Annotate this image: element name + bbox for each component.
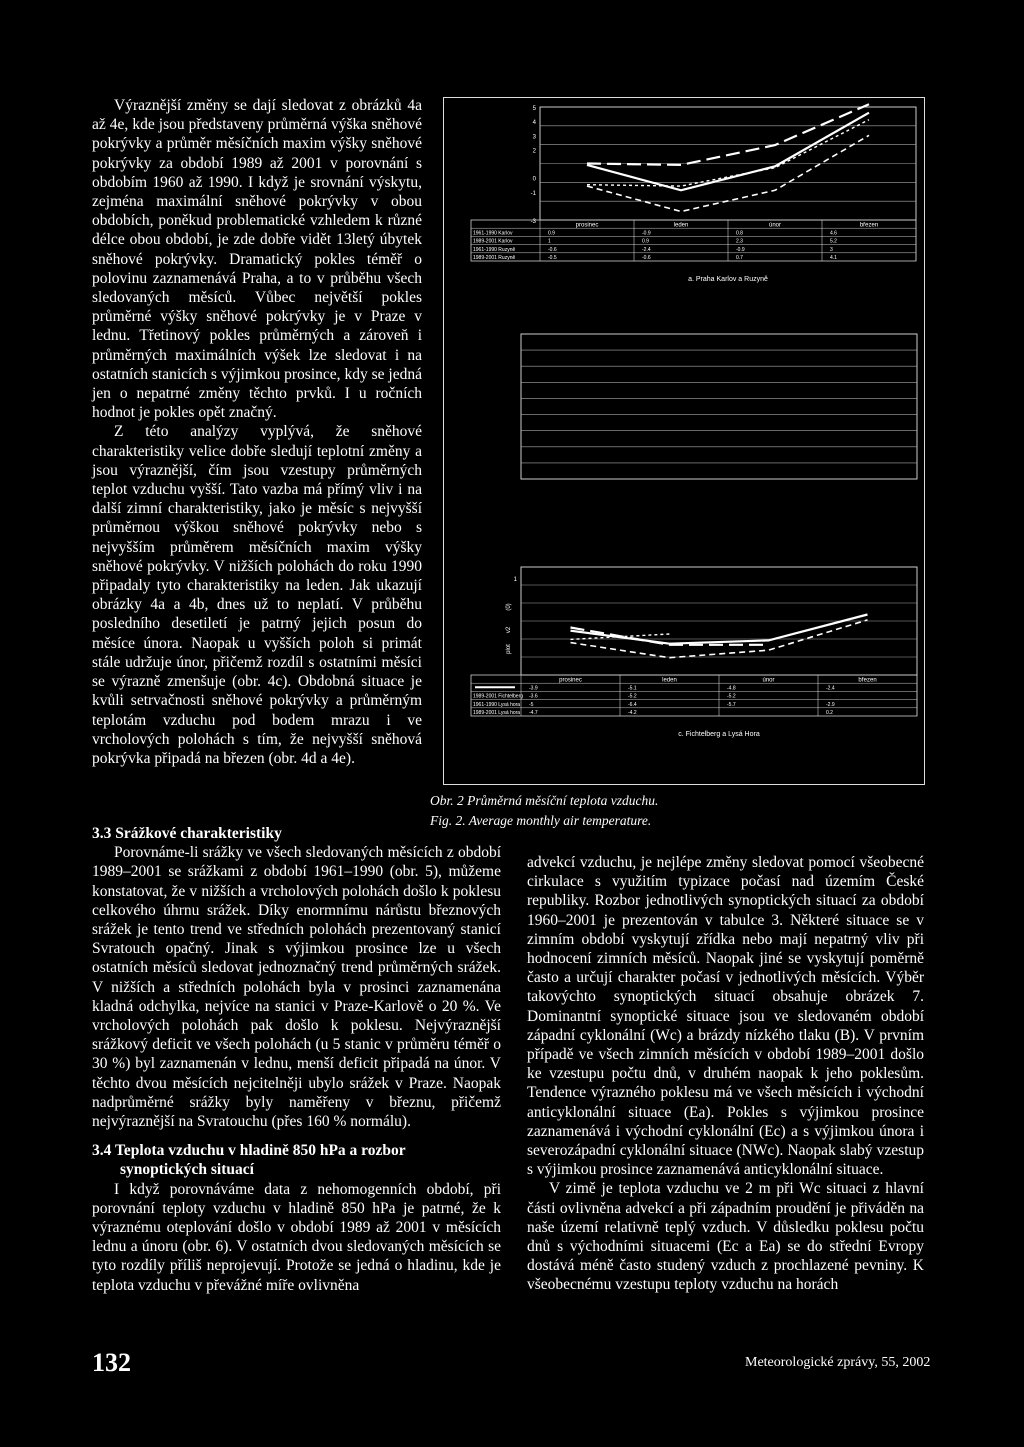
table-value: -0.6: [642, 255, 651, 262]
table-value: -5: [529, 701, 534, 708]
x-category-label: prosinec: [575, 222, 599, 229]
table-value: -4.8: [727, 685, 736, 692]
figure-2-temperature-charts: [443, 97, 924, 784]
chart-panel-c: [471, 567, 917, 738]
y-tick-label: 0: [532, 176, 536, 183]
table-value: 4.6: [830, 230, 837, 237]
journal-footer: Meteorologické zprávy, 55, 2002: [745, 1355, 931, 1370]
table-value: -2.4: [826, 685, 835, 692]
section-heading-line: 3.4 Teplota vzduchu v hladině 850 hPa a rozbor: [92, 1142, 406, 1160]
table-value: 4.1: [830, 255, 837, 262]
table-value: -5.1: [628, 685, 637, 692]
table-value: 0.2: [826, 710, 833, 717]
x-category-label: únor: [762, 677, 775, 684]
paragraph: advekcí vzduchu, je nejlépe změny sledovat pomocí všeobecné cirkulace s využitím typizace počasí nad územím České republiky. Rozbor jednotlivých synoptických situací za období 1960–2001 je prezentován v tabulce 3. Některé situace se v zimním období vyskytují zřídka nebo mají nepatrný vliv při hodnocení zimních měsíců. Naopak jiné se vyskytují poměrně často a určují charakter počasí v jednotlivých měsících. Výběr takovýchto synoptických situací obsahuje obrázek 7. Dominantní synoptické situace jsou ve sledovaném období západní cyklonální (Wc) a brázdy nízkého tlaku (B). V prvním případě ve všech zimních měsících v období 1989–2001 došlo ke vzestupu počtu dnů, v druhém naopak k jeho poklesům. Tendence výrazného poklesu má ve všech měsících i východní anticyklonální situace (Ea). Pokles s výjimkou prosince zaznamenává i východní cyklonální (Ec) a s výjimkou února i severozápadní cyklonální situace (NWc). Naopak slabý vzestup s výjimkou prosince zaznamenává anticyklonální situace.: [527, 854, 924, 1179]
table-value: 3: [830, 246, 833, 253]
table-value: -5.2: [727, 693, 736, 700]
series-label: 1961-1990 Lysá hora: [473, 701, 521, 708]
chart-subtitle: a. Praha Karlov a Ruzyně: [688, 276, 768, 283]
y-axis-fragment: (0): [506, 603, 512, 611]
table-value: 0.8: [736, 230, 743, 237]
series-label: 1989-2001 Ruzyně: [473, 255, 516, 262]
y-tick-label: 4: [532, 120, 536, 127]
series-line: [571, 615, 868, 644]
x-category-label: prosinec: [559, 677, 582, 684]
chart-panel-a: [471, 104, 916, 283]
series-line: [571, 586, 868, 639]
data-table: [471, 675, 917, 716]
data-table: [471, 220, 916, 261]
table-value: 5.2: [830, 238, 837, 245]
x-category-label: leden: [673, 222, 689, 229]
y-axis-fragment: v2: [506, 626, 512, 634]
table-value: -5.7: [727, 701, 736, 708]
y-axis-fragment: plot: [506, 644, 512, 654]
figure-caption-cz: Obr. 2 Průměrná měsíční teplota vzduchu.: [430, 793, 659, 808]
series-line: [587, 135, 869, 211]
chart-subtitle: c. Fichtelberg a Lysá Hora: [678, 731, 760, 738]
table-value: 2.3: [736, 238, 743, 245]
y-tick-label: 2: [532, 148, 536, 155]
section-heading: [92, 1141, 501, 1179]
table-value: 0.9: [642, 238, 649, 245]
table-value: -6.4: [628, 701, 637, 708]
series-line: [587, 113, 869, 191]
y-tick-label: 3: [532, 134, 536, 141]
figure-caption-en: Fig. 2. Average monthly air temperature.: [430, 813, 652, 828]
table-value: -4.7: [529, 710, 538, 717]
series-label: 1961-1990 Ruzyně: [473, 246, 516, 253]
plot-area: [521, 334, 917, 479]
x-category-label: březen: [858, 677, 877, 684]
y-tick-label: -1: [530, 190, 536, 197]
x-category-label: březen: [859, 222, 879, 229]
x-category-label: leden: [662, 677, 677, 684]
section-heading: 3.3 Srážkové charakteristiky: [92, 825, 282, 842]
table-value: -0.5: [548, 255, 557, 262]
page-number: 132: [92, 1348, 131, 1377]
right-column: [527, 853, 924, 1295]
series-label: 1961-1990 Karlov: [473, 230, 513, 237]
table-value: -5.2: [628, 693, 637, 700]
table-value: 1: [548, 238, 551, 245]
chart-panel-b: [521, 334, 917, 479]
paragraph: Výraznější změny se dají sledovat z obrázků 4a až 4e, kde jsou představeny průměrná výška sněhové pokrývky a průměr měsíčních maxim výšky sněhové pokrývky za období 1989 až 2001 v porovnání s obdobím 1960 až 1990. I když je srovnání výskytu, zejména maximální sněhové pokrývky v obou obdobích, poněkud problematické vzhledem k různé délce obou období, je zde dobře vidět 13letý úbytek sněhové pokrývky. Dramatický pokles téměř o polovinu zaznamenává Praha, a to v průběhu všech sledovaných měsíců. Vůbec největší pokles průměrné výšky sněhové pokrývky je v Praze v lednu. Třetinový pokles průměrných a zároveň i průměrných maximálních výšek lze sledovat i na ostatních stanicích s výjimkou prosince, kdy se jedná jen o nepatrné změny těchto prvků. I u ročních hodnot je pokles opět značný.: [92, 97, 422, 422]
section-heading-line: synoptických situací: [120, 1161, 254, 1179]
left-column-top: [92, 96, 422, 768]
table-value: -0.9: [736, 246, 745, 253]
y-tick-label: 1: [513, 576, 517, 583]
paragraph: Z této analýzy vyplývá, že sněhové charakteristiky velice dobře sledují teplotní změny a jsou výraznější, čím jsou vzestupy průměrných teplot vzduchu vyšší. Tato vazba má přímý vliv i na další zimní charakteristiky, jako je měsíc s nejvyšší průměrnou výškou sněhové pokrývky nebo s nejvyšším průměrem měsíčních maxim výšky sněhové pokrývky. V nižších polohách do roku 1990 připadaly tyto charakteristiky na leden. Jak ukazují obrázky 4a a 4b, dnes už to neplatí. V průběhu posledního desetiletí je patrný jejich posun do měsíce února. Naopak u vyšších poloh si primát stále udržuje únor, přičemž rozdíl s ostatními měsíci se výrazně zmenšuje (obr. 4c). Obdobná situace je kvůli setrvačnosti sněhové pokrývky a průměrným teplotám vzduchu pod bodem mrazu i ve vrcholových polohách s tím, že nejvyšší sněhová pokrývka připadá na březen (obr. 4d a 4e).: [92, 423, 422, 767]
x-category-label: únor: [768, 222, 782, 229]
table-value: -3.9: [529, 685, 538, 692]
paragraph: V zimě je teplota vzduchu ve 2 m při Wc situaci z hlavní části ovlivněna advekcí a při západním proudění je přiváděn na naše území relativně teplý vzduch. V důsledku poklesu počtu dnů s východními situacemi (Ec a Ea) se do střední Evropy dostává méně často studený vzduch z prochlazené pevniny. K všeobecnému vzestupu teploty vzduchu na horách: [527, 1180, 924, 1294]
series-label: 1989-2001 Lysá hora: [473, 710, 521, 717]
table-value: -2.4: [642, 246, 651, 253]
series-label: 1989-2001 Fichtelberg: [473, 693, 524, 700]
paragraph: I když porovnáváme data z nehomogenních období, při porovnání teploty vzduchu v hladině 850 hPa je patrné, že k výraznému oteplování došlo v období 1989 až 2001 v měsících lednu a únoru (obr. 6). V ostatních dvou sledovaných měsících se tyto rozdíly příliš neprojevují. Protože se jedná o hladinu, kde je teplota vzduchu v převážné míře ovlivněna: [92, 1180, 501, 1294]
y-tick-label: 5: [532, 106, 536, 112]
series-line: [587, 104, 869, 165]
y-tick-label: -3: [530, 219, 536, 225]
table-value: -3.6: [529, 693, 538, 700]
table-value: 0.7: [736, 255, 743, 262]
paragraph: Porovnáme-li srážky ve všech sledovaných měsících z období 1989–2001 se srážkami z období 1961–1990 (obr. 5), můžeme konstatovat, že v nižších a vrcholových polohách došlo k poklesu celkového úhrnu srážek. Díky enormnímu nárůstu březnových srážek je tento trend ve středních polohách prezentovaný stanicí Svratouch opačný. Jinak s výjimkou prosince lze u všech ostatních měsíců sledovat jednoznačný trend průměrných srážek. V nižších a středních polohách byla v prosinci zaznamenána kladná odchylka, nejvíce na stanici v Praze-Karlově o 20 %. Ve vrcholových polohách pak došlo k poklesu. Nejvýraznější srážkový deficit ve všech polohách (u 5 stanic v průměru téměř o 30 %) byl zaznamenán v lednu, menší deficit připadá na únor. V těchto dvou měsících nejcitelněji ubylo srážek v Praze. Naopak nadprůměrné srážky byly naměřeny v březnu, přičemž nejvýraznější na Svratouchu (přes 160 % normálu).: [92, 844, 501, 1131]
table-value: -0.9: [642, 230, 651, 237]
table-value: -4.2: [628, 710, 637, 717]
table-value: -0.6: [548, 246, 557, 253]
left-column-bottom: [92, 824, 501, 1295]
series-label: 1989-2001 Karlov: [473, 238, 513, 245]
table-value: -2.9: [826, 701, 835, 708]
table-value: 0.9: [548, 230, 555, 237]
